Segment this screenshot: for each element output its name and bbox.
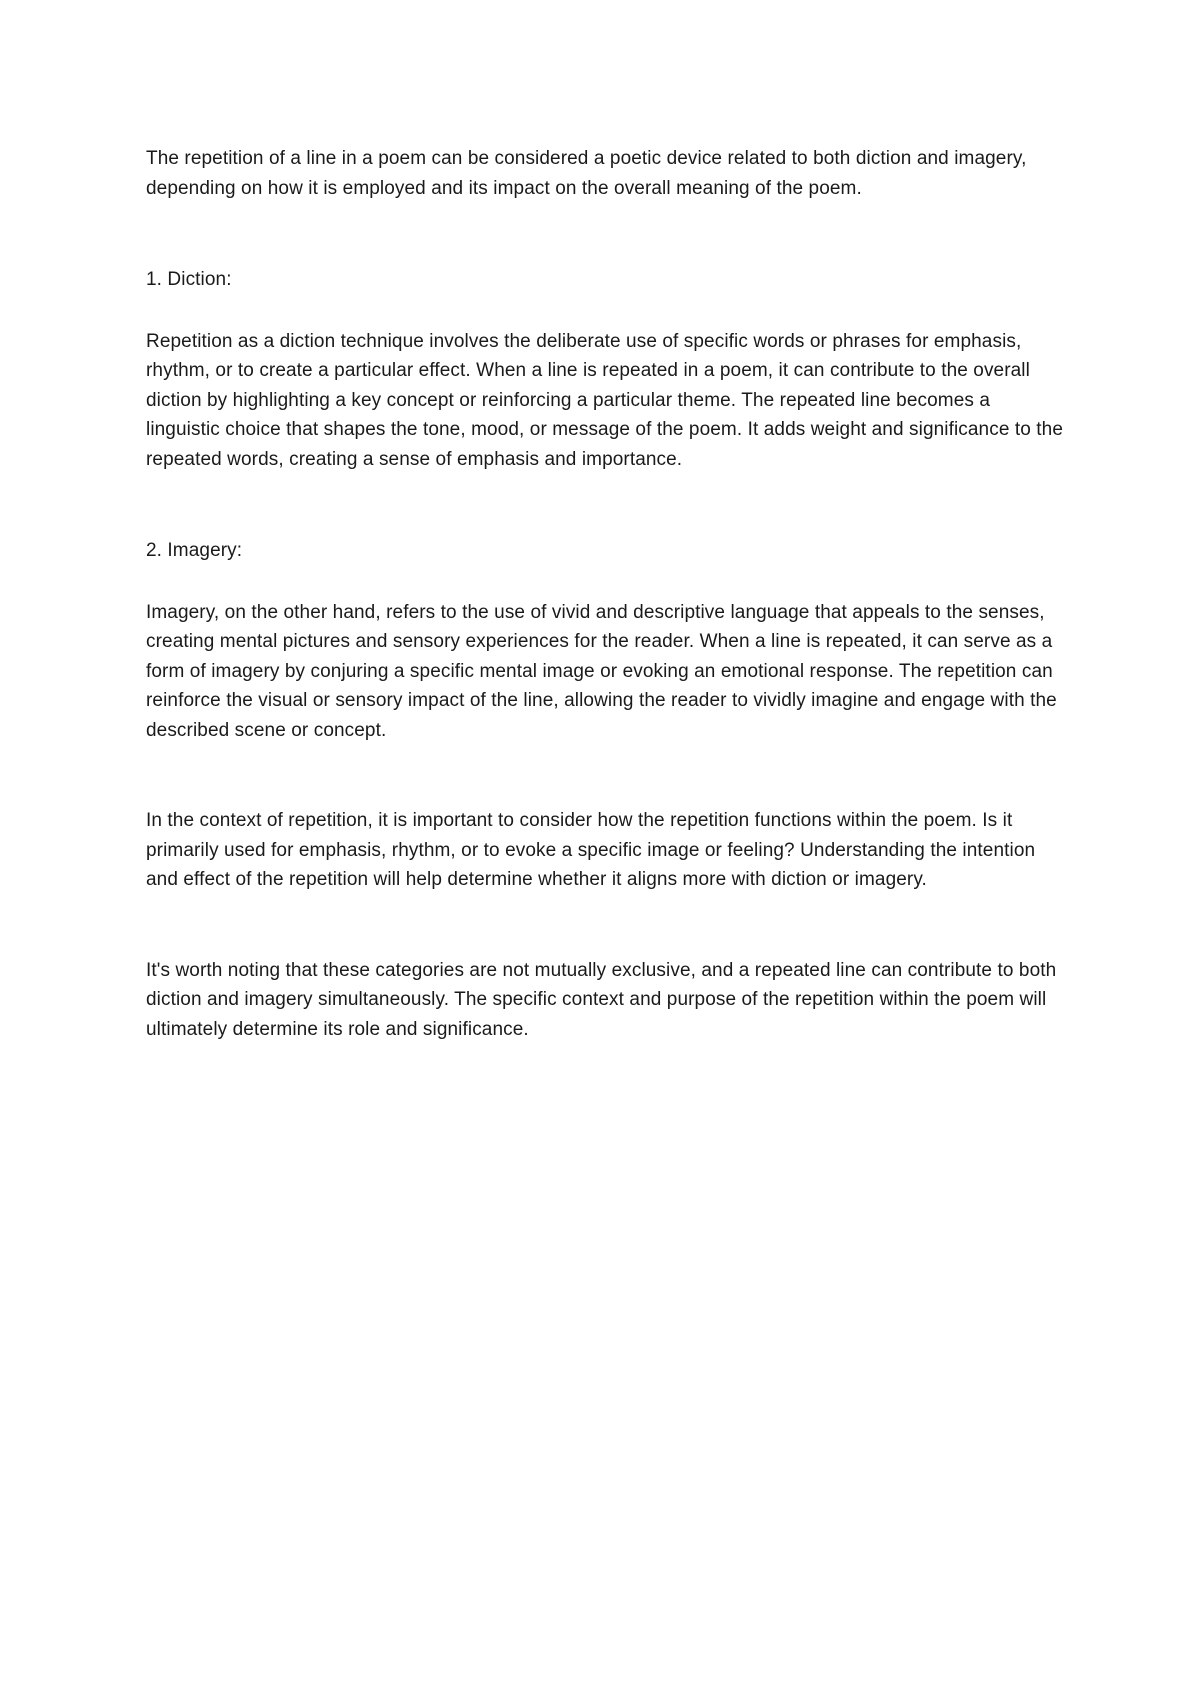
conclusion-paragraph: It's worth noting that these categories are not mutually exclusive, and a repeated line can contribute to both diction and imagery simultaneously. The specific context and purpose of the repetition within the poem will ultimately determine its role and significance. <box>146 959 1057 1040</box>
section-heading-diction: 1. Diction: <box>146 269 232 290</box>
context-paragraph: In the context of repetition, it is important to consider how the repetition functions within the poem. Is it primarily used for emphasis, rhythm, or to evoke a specific image or feeling? Understanding the intention and effect of the repetition will help determine whether it aligns more with diction or imagery. <box>146 810 1036 890</box>
spacer <box>146 295 1066 327</box>
intro-paragraph: The repetition of a line in a poem can be considered a poetic device related to both diction and imagery, depending on how it is employed and its impact on the overall meaning of the poem. <box>146 148 1027 199</box>
spacer <box>146 203 1066 265</box>
document-body <box>146 144 1066 1044</box>
spacer <box>146 895 1066 956</box>
spacer <box>146 566 1066 598</box>
spacer <box>146 745 1066 806</box>
section-body-imagery: Imagery, on the other hand, refers to the use of vivid and descriptive language that appeals to the senses, creating mental pictures and sensory experiences for the reader. When a line is repeated, it can serve as a form of imagery by conjuring a specific mental image or evoking an emotional response. The repetition can reinforce the visual or sensory impact of the line, allowing the reader to vividly imagine and engage with the described scene or concept. <box>146 601 1057 741</box>
section-heading-imagery: 2. Imagery: <box>146 540 243 561</box>
spacer <box>146 474 1066 536</box>
section-body-diction: Repetition as a diction technique involves the deliberate use of specific words or phrases for emphasis, rhythm, or to create a particular effect. When a line is repeated in a poem, it can contribute to the overall diction by highlighting a key concept or reinforcing a particular theme. The repeated line becomes a linguistic choice that shapes the tone, mood, or message of the poem. It adds weight and significance to the repeated words, creating a sense of emphasis and importance. <box>146 330 1064 470</box>
